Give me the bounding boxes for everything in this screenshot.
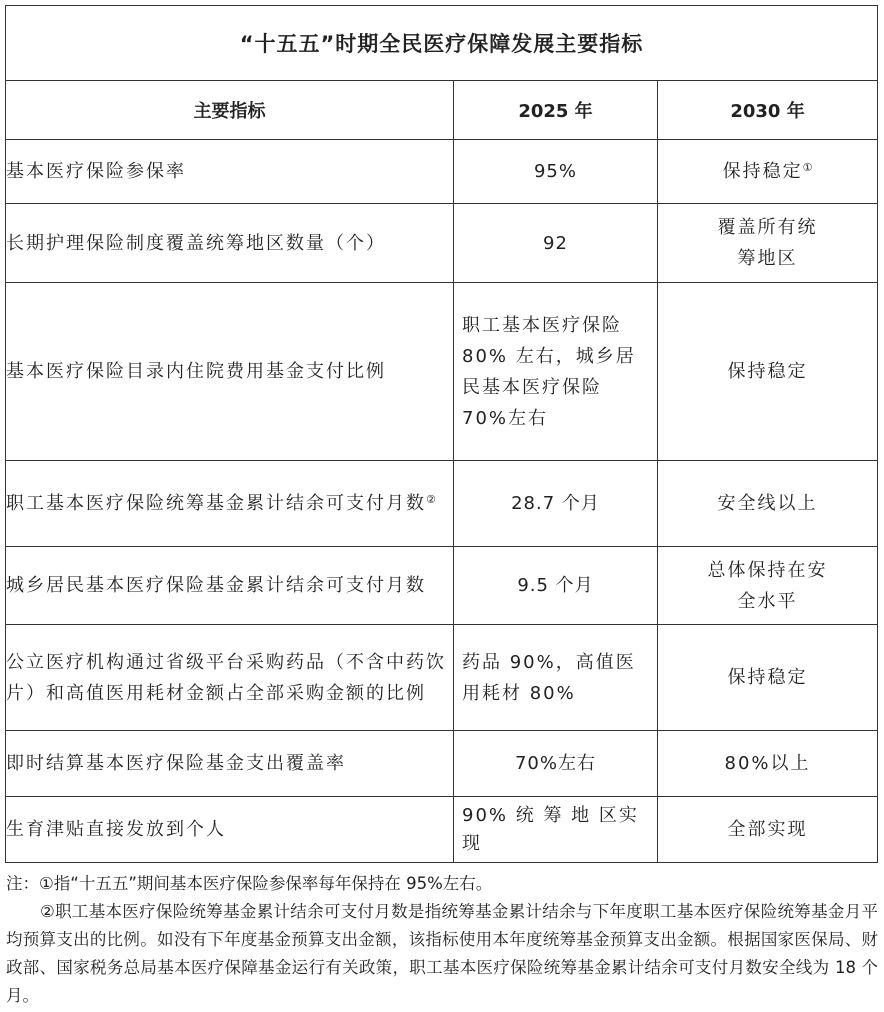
indicator-cell: 基本医疗保险参保率 [6, 140, 454, 204]
header-indicator: 主要指标 [6, 81, 454, 140]
note-1: 注：①指“十五五”期间基本医疗保险参保率每年保持在 95%左右。 [6, 874, 493, 893]
indicator-cell: 公立医疗机构通过省级平台采购药品（不含中药饮片）和高值医用耗材金额占全部采购金额的比例 [6, 625, 454, 731]
value-2030-cell: 保持稳定 [658, 283, 878, 461]
table-row [6, 204, 878, 283]
value-2025-cell: 70%左右 [454, 731, 658, 797]
value-2030-cell: 总体保持在安全水平 [658, 547, 878, 625]
table-row [6, 731, 878, 797]
value-2025-cell: 药品 90%，高值医用耗材 80% [454, 625, 658, 731]
indicator-table [5, 5, 878, 863]
table-row [6, 283, 878, 461]
indicator-cell [6, 461, 454, 547]
value-2030-cell: 保持稳定 [658, 625, 878, 731]
value-2025-cell: 职工基本医疗保险 80% 左右，城乡居民基本医疗保险 70%左右 [454, 283, 658, 461]
value-2025-cell: 90% 统 筹 地 区实现 [454, 797, 658, 863]
notes-section [6, 870, 878, 1010]
header-2025: 2025 年 [454, 81, 658, 140]
indicator-cell: 长期护理保险制度覆盖统筹地区数量（个） [6, 204, 454, 283]
footnote-marker: ② [426, 493, 436, 506]
table-row [6, 140, 878, 204]
header-2030: 2030 年 [658, 81, 878, 140]
note-2: ②职工基本医疗保险统筹基金累计结余可支付月数是指统筹基金累计结余与下年度职工基本医疗保险统筹基金月平均预算支出的比例。如没有下年度基金预算支出金额，该指标使用本年度统筹基金预算支出金额。根据国家医保局、财政部、国家税务总局基本医疗保障基金运行有关政策，职工基本医疗保险统筹基金累计结余可支付月数安全线为 18 个月。 [6, 902, 878, 1005]
table-row [6, 625, 878, 731]
footnote-marker: ① [802, 161, 813, 174]
table-row [6, 547, 878, 625]
indicator-cell: 基本医疗保险目录内住院费用基金支付比例 [6, 283, 454, 461]
table-title-row [6, 6, 878, 81]
value-2030-cell: 全部实现 [658, 797, 878, 863]
value-2030-cell [658, 140, 878, 204]
indicator-cell: 城乡居民基本医疗保险基金累计结余可支付月数 [6, 547, 454, 625]
value-2025-cell: 95% [454, 140, 658, 204]
indicator-text: 职工基本医疗保险统筹基金累计结余可支付月数 [6, 493, 426, 514]
table-row [6, 797, 878, 863]
table-row [6, 461, 878, 547]
value-2025-cell: 9.5 个月 [454, 547, 658, 625]
indicator-cell: 生育津贴直接发放到个人 [6, 797, 454, 863]
value-2030-cell: 80%以上 [658, 731, 878, 797]
value-2030-cell: 安全线以上 [658, 461, 878, 547]
indicator-cell: 即时结算基本医疗保险基金支出覆盖率 [6, 731, 454, 797]
value-2025-cell: 92 [454, 204, 658, 283]
table-title: “十五五”时期全民医疗保障发展主要指标 [6, 6, 878, 81]
value-2030-cell: 覆盖所有统筹地区 [658, 204, 878, 283]
value-2030-text: 保持稳定 [722, 161, 803, 182]
table-header-row [6, 81, 878, 140]
value-2025-cell: 28.7 个月 [454, 461, 658, 547]
